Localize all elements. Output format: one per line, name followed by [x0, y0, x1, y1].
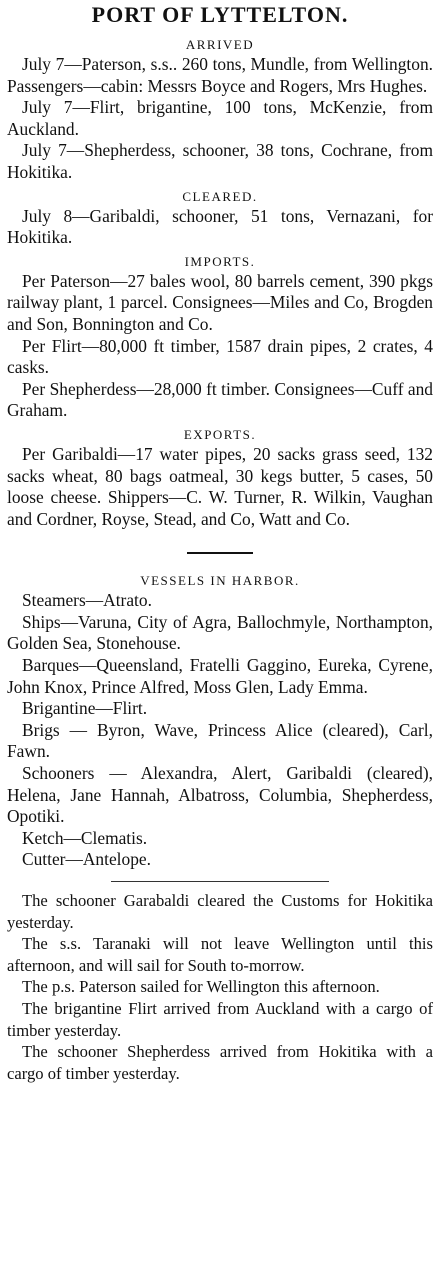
vessel-entry: Cutter—Antelope.	[22, 849, 151, 870]
vessel-entry: Barques—Queensland, Fratelli Gaggino, Eureka, Cyrene, John Knox, Prince Alfred, Moss Glen, Lady Emma.	[7, 655, 433, 697]
vessel-entry: Schooners — Alexandra, Alert, Garibaldi (cleared), Helena, Jane Hannah, Albatross, Columbia, Shepherdess, Opotiki.	[7, 763, 433, 827]
page-title: PORT OF LYTTELTON.	[91, 2, 349, 27]
import-entry: Per Flirt—80,000 ft timber, 1587 drain pipes, 2 crates, 4 casks.	[7, 335, 433, 378]
news-item: The schooner Shepherdess arrived from Hokitika with a cargo of timber yesterday.	[7, 1042, 433, 1083]
exports-heading: EXPORTS.	[183, 426, 257, 442]
imports-heading: IMPORTS.	[184, 253, 256, 269]
vessel-entry: Steamers—Atrato.	[22, 590, 152, 611]
import-entry: Per Shepherdess—28,000 ft timber. Consignees—Cuff and Graham.	[7, 378, 433, 421]
imports-section	[7, 253, 433, 422]
news-divider	[111, 881, 329, 882]
arrived-section	[7, 36, 433, 184]
arrived-heading: ARRIVED	[185, 37, 255, 52]
news-item: The p.s. Paterson sailed for Wellington this afternoon.	[22, 977, 380, 997]
news-item: The s.s. Taranaki will not leave Wellington until this afternoon, and will sail for South to-morrow.	[7, 934, 433, 975]
export-entry: Per Garibaldi—17 water pipes, 20 sacks grass seed, 132 sacks wheat, 80 bags oatmeal, 30 kegs butter, 5 cases, 50 loose cheese. Shippers—C. W. Turner, R. Wilkin, Vaughan and Cordner, Royse, Stead, and Co, Watt and Co.	[7, 443, 433, 529]
vessel-entry: Brigantine—Flirt.	[22, 698, 148, 719]
exports-section	[7, 426, 433, 530]
arrival-entry: July 7—Shepherdess, schooner, 38 tons, Cochrane, from Hokitika.	[7, 140, 433, 182]
vessels-heading: VESSELS IN HARBOR.	[140, 573, 300, 589]
import-entry: Per Paterson—27 bales wool, 80 barrels cement, 390 pkgs railway plant, 1 parcel. Consignees—Miles and Co, Brogden and Son, Bonnington and Co.	[7, 270, 433, 334]
section-divider	[187, 552, 253, 554]
arrival-entry: July 7—Paterson, s.s.. 260 tons, Mundle, from Wellington. Passengers—cabin: Messrs Boyce and Rogers, Mrs Hughes.	[7, 54, 433, 96]
shipping-news-section	[7, 890, 433, 1084]
cleared-section	[7, 188, 433, 249]
arrival-entry: July 7—Flirt, brigantine, 100 tons, McKenzie, from Auckland.	[7, 97, 433, 139]
news-item: The schooner Garabaldi cleared the Customs for Hokitika yesterday.	[7, 891, 433, 932]
vessel-entry: Ketch—Clematis.	[22, 827, 148, 848]
vessels-section	[7, 572, 433, 871]
cleared-entry: July 8—Garibaldi, schooner, 51 tons, Vernazani, for Hokitika.	[7, 205, 433, 248]
cleared-heading: CLEARED.	[182, 188, 258, 204]
news-item: The brigantine Flirt arrived from Auckland with a cargo of timber yesterday.	[7, 998, 433, 1040]
vessel-entry: Ships—Varuna, City of Agra, Ballochmyle, Northampton, Golden Sea, Stonehouse.	[7, 611, 433, 654]
vessel-entry: Brigs — Byron, Wave, Princess Alice (cleared), Carl, Fawn.	[7, 719, 433, 762]
